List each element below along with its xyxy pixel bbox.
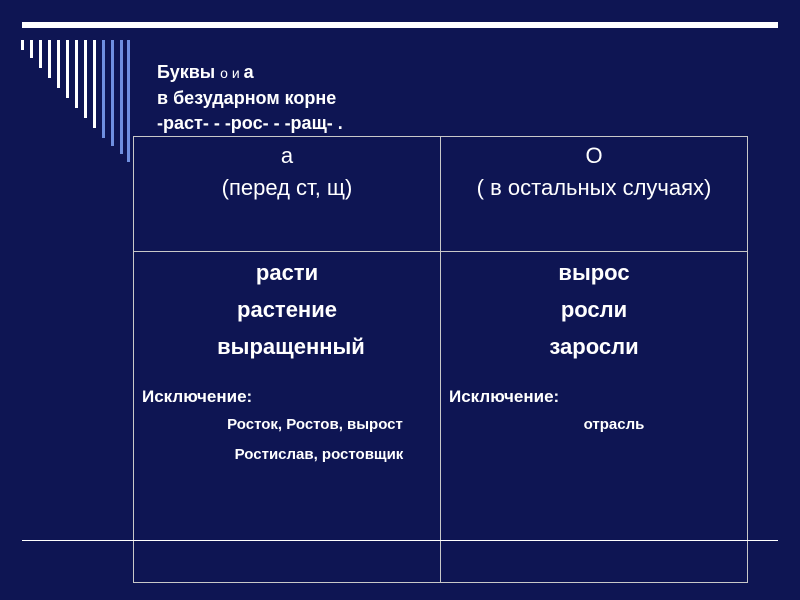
example-words-o: [441, 254, 747, 365]
example-word: заросли: [549, 334, 639, 359]
bottom-rule: [22, 540, 778, 541]
exception-title-a: Исключение:: [142, 387, 253, 406]
letter-a: а: [280, 143, 294, 168]
header-cell-a: [134, 137, 441, 252]
example-words-a: [134, 254, 440, 365]
heading-line-3: -раст- - -рос- - -ращ- .: [157, 113, 343, 133]
rule-note-a: (перед ст, щ): [221, 175, 353, 200]
letter-o: О: [585, 143, 603, 168]
example-word: выращенный: [217, 334, 365, 359]
exception-item: Росток, Ростов, вырост: [227, 416, 403, 433]
exception-item: Ростислав, ростовщик: [234, 446, 404, 463]
heading-line-2: в безударном корне: [157, 88, 337, 108]
examples-cell-a: [134, 252, 441, 583]
example-word: расти: [255, 260, 319, 285]
example-word: растение: [237, 297, 337, 322]
header-cell-o: [441, 137, 748, 252]
example-word: росли: [560, 297, 628, 322]
exception-item: отрасль: [583, 416, 645, 433]
exception-title-o: Исключение:: [449, 387, 560, 406]
examples-cell-o: [441, 252, 748, 583]
table-header-row: [134, 137, 748, 252]
decorative-bars: [0, 0, 150, 170]
table-body-row: [134, 252, 748, 583]
rule-note-o: ( в остальных случаях): [476, 175, 712, 200]
heading-line-1: Буквы о и а: [157, 62, 254, 82]
spelling-rules-table: [133, 136, 748, 583]
slide-heading: [157, 60, 343, 136]
example-word: вырос: [558, 260, 630, 285]
